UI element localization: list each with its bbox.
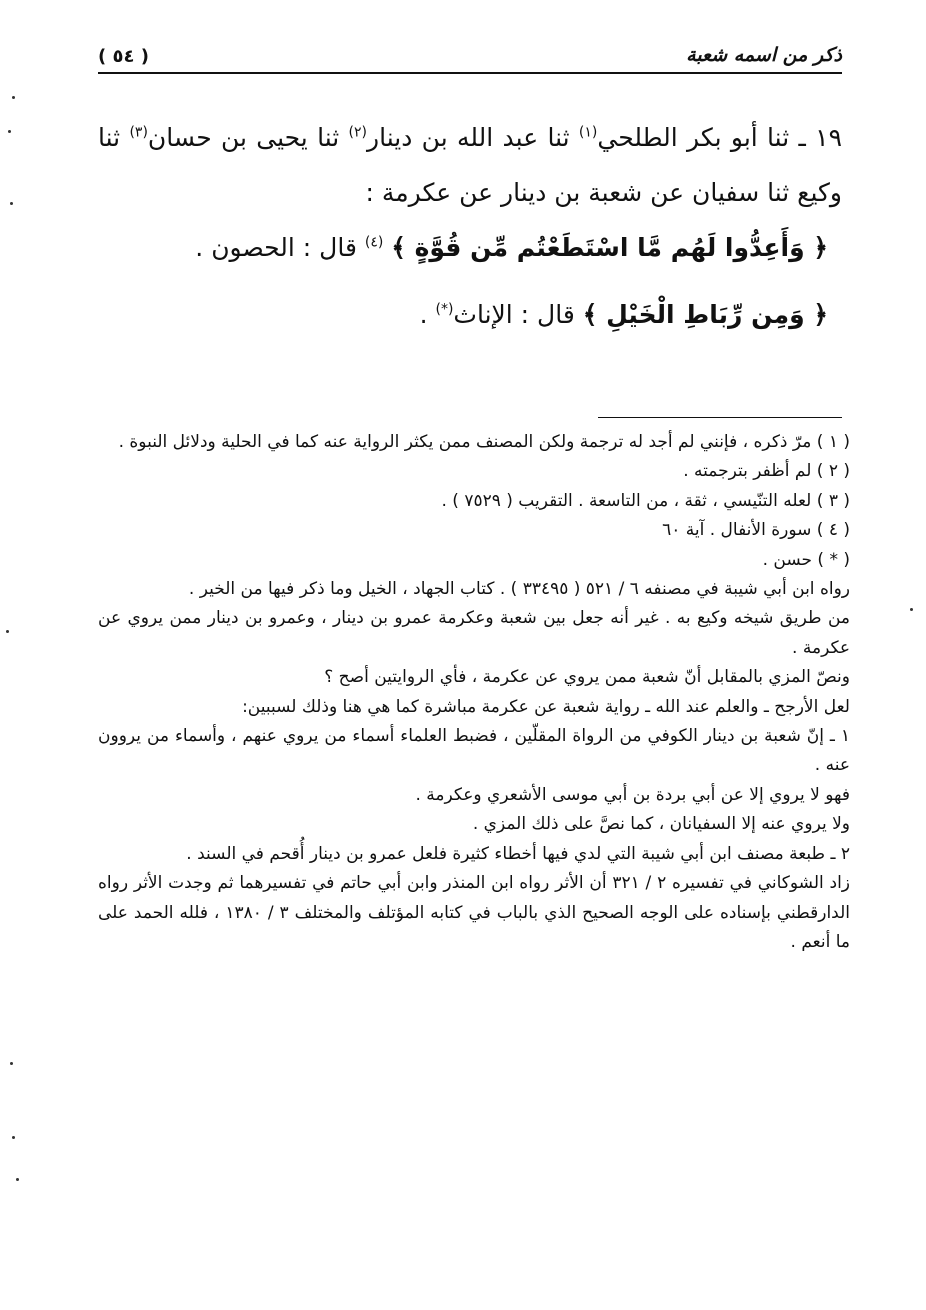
footnote-paragraph: لعل الأرجح ـ والعلم عند الله ـ رواية شعبة عن عكرمة مباشرة كما هي هنا وذلك لسببين:	[242, 696, 850, 717]
footnotes	[98, 428, 850, 957]
scan-speck	[6, 630, 9, 633]
page-number: ( ٥٤ )	[98, 46, 149, 67]
footnote-ref-star: (*)	[435, 301, 454, 318]
narration-text: ثنا عبد الله بن دينار	[367, 123, 579, 152]
footnote-item: ( * ) حسن .	[762, 549, 850, 570]
page-header	[98, 42, 842, 74]
footnote-item: ( ٣ ) لعله التنّيسي ، ثقة ، من التاسعة . التقريب ( ٧٥٢٩ ) .	[441, 490, 850, 511]
verse-commentary: قال : الإناث	[453, 300, 583, 329]
footnote-paragraph: من طريق شيخه وكيع به . غير أنه جعل بين شعبة وعكرمة عمرو بن دينار ، وعمرو بن دينار ممن يروي عن عكرمة .	[98, 608, 850, 658]
verse-commentary: قال : الحصون .	[195, 233, 365, 262]
footnote-paragraph: ١ ـ إنّ شعبة بن دينار الكوفي من الرواة المقلّين ، فضبط العلماء أسماء من يروي عنهم ، وأسماء من يروون عنه .	[98, 726, 850, 776]
footnote-paragraph: ونصّ المزي بالمقابل أنّ شعبة ممن يروي عن عكرمة ، فأي الروايتين أصح ؟	[324, 667, 850, 688]
verse-commentary-end: .	[419, 300, 436, 329]
scan-speck	[8, 130, 11, 133]
footnote-separator	[598, 417, 842, 418]
narration-text: ثنا وكيع ثنا سفيان عن شعبة بن دينار عن عكرمة :	[98, 123, 842, 207]
scan-speck	[10, 202, 13, 205]
footnote-paragraph: فهو لا يروي إلا عن أبي بردة بن أبي موسى الأشعري وعكرمة .	[415, 784, 850, 805]
main-text	[98, 110, 842, 342]
quran-verse: ﴿ وَأَعِدُّوا لَهُم مَّا اسْتَطَعْتُم مِّن قُوَّةٍ ﴾	[391, 233, 828, 262]
verse-line-2	[98, 287, 842, 342]
narration-text: ثنا يحيى بن حسان	[147, 123, 349, 152]
footnote-item: ( ٤ ) سورة الأنفال . آية ٦٠	[662, 520, 850, 541]
quran-verse: ﴿ وَمِن رِّبَاطِ الْخَيْلِ ﴾	[582, 300, 828, 329]
verse-line-1	[98, 220, 842, 275]
running-title: ذكر من اسمه شعبة	[686, 44, 842, 66]
footnote-paragraph: زاد الشوكاني في تفسيره ٢ / ٣٢١ أن الأثر رواه ابن المنذر وابن أبي حاتم في تفسيرهما ثم وجدت الأثر رواه الدارقطني بإسناده على الوجه الصحيح الذي بالباب في كتابه المؤتلف والمختلف ٣ / ١٣٨٠ ، فلله الحمد على ما أنعم .	[98, 873, 850, 952]
scan-speck	[12, 96, 15, 99]
footnote-item: ( ٢ ) لم أظفر بترجمته .	[683, 461, 850, 482]
scan-speck	[16, 1178, 19, 1181]
footnote-paragraph: رواه ابن أبي شيبة في مصنفه ٦ / ٥٢١ ( ٣٣٤٩٥ ) . كتاب الجهاد ، الخيل وما ذكر فيها من الخير .	[188, 579, 850, 600]
footnote-paragraph: ولا يروي عنه إلا السفيانان ، كما نصَّ على ذلك المزي .	[472, 814, 850, 835]
scan-speck	[910, 608, 913, 611]
narration-text: ١٩ ـ ثنا أبو بكر الطلحي	[597, 123, 842, 152]
footnote-ref-3: (٣)	[129, 124, 148, 141]
footnote-ref-1: (١)	[578, 124, 598, 141]
footnote-item: ( ١ ) مرّ ذكره ، فإنني لم أجد له ترجمة ولكن المصنف ممن يكثر الرواية عنه كما في الحلية ودلائل النبوة .	[118, 432, 850, 452]
footnote-ref-4: (٤)	[364, 234, 384, 251]
scan-speck	[12, 1136, 15, 1139]
footnote-paragraph: ٢ ـ طبعة مصنف ابن أبي شيبة التي لدي فيها أخطاء كثيرة فلعل عمرو بن دينار أُقحم في السند .	[186, 843, 850, 864]
scan-speck	[10, 1062, 13, 1065]
narration-paragraph	[98, 110, 842, 220]
footnote-ref-2: (٢)	[348, 124, 368, 141]
